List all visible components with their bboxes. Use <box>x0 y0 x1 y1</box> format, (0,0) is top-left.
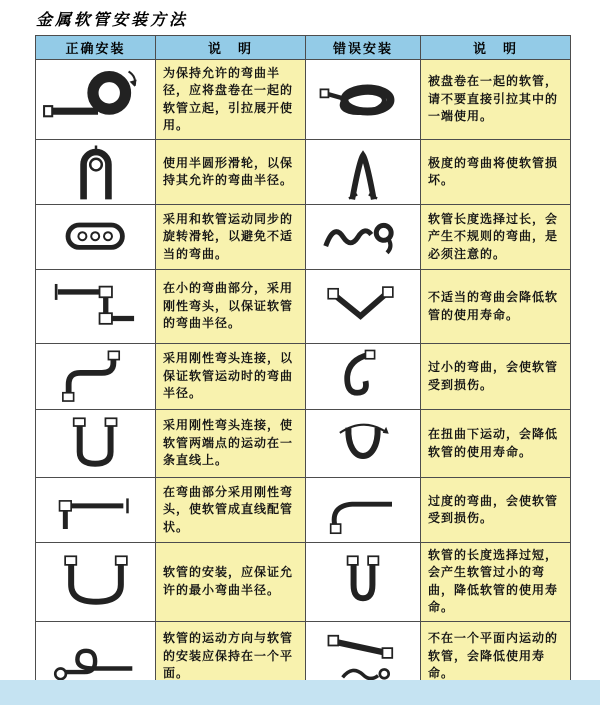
twisted-u-motion-illustration <box>309 414 417 474</box>
too-small-hook-bend-illustration <box>309 348 417 406</box>
correct-description: 采用刚性弯头连接，以保证软管运动时的弯曲半径。 <box>156 344 306 410</box>
table-row <box>36 543 571 622</box>
header-wrong-description: 说 明 <box>421 36 571 60</box>
wrong-description: 软管的长度选择过短，会产生软管过小的弯曲，降低软管的使用寿命。 <box>421 543 571 622</box>
over-bent-elbow-illustration <box>309 481 417 539</box>
correct-description: 在弯曲部分采用刚性弯头，使软管成直线配管状。 <box>156 478 306 543</box>
out-of-plane-motion-illustration <box>309 626 417 688</box>
straight-piping-with-elbow-illustration <box>42 481 150 539</box>
wide-u-minimum-bend-radius-illustration <box>42 552 150 612</box>
correct-illustration-cell <box>36 60 156 140</box>
installation-methods-table <box>35 35 571 693</box>
u-shape-endpoints-in-line-illustration <box>42 414 150 474</box>
correct-illustration-cell <box>36 478 156 543</box>
wrong-description: 过度的弯曲，会使软管受到损伤。 <box>421 478 571 543</box>
flat-coil-pulled-directly-illustration <box>309 69 417 131</box>
wrong-description: 过小的弯曲，会使软管受到损伤。 <box>421 344 571 410</box>
wrong-description: 软管长度选择过长，会产生不规则的弯曲，是必须注意的。 <box>421 205 571 270</box>
correct-description: 软管的运动方向与软管的安装应保持在一个平面。 <box>156 621 306 692</box>
header-correct-install: 正确安装 <box>36 36 156 60</box>
table-row <box>36 410 571 478</box>
narrow-u-too-short-illustration <box>309 552 417 612</box>
wrong-illustration-cell <box>306 60 421 140</box>
wrong-description: 不在一个平面内运动的软管，会降低使用寿命。 <box>421 621 571 692</box>
bottom-blue-strip <box>0 680 600 705</box>
correct-description: 为保持允许的弯曲半径，应将盘卷在一起的软管立起，引拉展开使用。 <box>156 60 306 140</box>
wrong-illustration-cell <box>306 344 421 410</box>
table-row <box>36 270 571 344</box>
header-correct-description: 说 明 <box>156 36 306 60</box>
wrong-illustration-cell <box>306 205 421 270</box>
extreme-sharp-bend-illustration <box>309 143 417 201</box>
wrong-illustration-cell <box>306 478 421 543</box>
synchronized-rotating-pulley-illustration <box>42 209 150 265</box>
wrong-description: 极度的弯曲将使软管损坏。 <box>421 140 571 205</box>
correct-illustration-cell <box>36 410 156 478</box>
page-title: 金属软管安装方法 <box>36 10 189 29</box>
wrong-illustration-cell <box>306 140 421 205</box>
wrong-description: 在扭曲下运动，会降低软管的使用寿命。 <box>421 410 571 478</box>
correct-description: 使用半圆形滑轮，以保持其允许的弯曲半径。 <box>156 140 306 205</box>
single-plane-motion-illustration <box>42 626 150 688</box>
wrong-illustration-cell <box>306 410 421 478</box>
table-row <box>36 205 571 270</box>
wrong-illustration-cell <box>306 543 421 622</box>
wrong-illustration-cell <box>306 270 421 344</box>
correct-description: 在小的弯曲部分，采用刚性弯头，以保证软管的弯曲半径。 <box>156 270 306 344</box>
correct-illustration-cell <box>36 543 156 622</box>
table-row <box>36 140 571 205</box>
correct-illustration-cell <box>36 205 156 270</box>
semicircular-pulley-illustration <box>42 143 150 201</box>
wrong-description: 不适当的弯曲会降低软管的使用寿命。 <box>421 270 571 344</box>
standing-coil-pulled-open-illustration <box>40 64 152 136</box>
correct-illustration-cell <box>36 344 156 410</box>
correct-description: 软管的安装，应保证允许的最小弯曲半径。 <box>156 543 306 622</box>
header-row <box>36 36 571 60</box>
wrong-description: 被盘卷在一起的软管，请不要直接引拉其中的一端使用。 <box>421 60 571 140</box>
correct-illustration-cell <box>36 270 156 344</box>
table-row <box>36 344 571 410</box>
correct-illustration-cell <box>36 140 156 205</box>
correct-description: 采用和软管运动同步的旋转滑轮，以避免不适当的弯曲。 <box>156 205 306 270</box>
table-row <box>36 60 571 140</box>
irregular-looped-hose-illustration <box>309 208 417 266</box>
header-wrong-install: 错误安装 <box>306 36 421 60</box>
correct-description: 采用刚性弯头连接，使软管两端点的运动在一条直线上。 <box>156 410 306 478</box>
rigid-elbow-connection-illustration <box>42 348 150 406</box>
table-row <box>36 478 571 543</box>
improper-fork-bend-illustration <box>309 278 417 336</box>
rigid-elbow-small-bend-illustration <box>42 276 150 338</box>
